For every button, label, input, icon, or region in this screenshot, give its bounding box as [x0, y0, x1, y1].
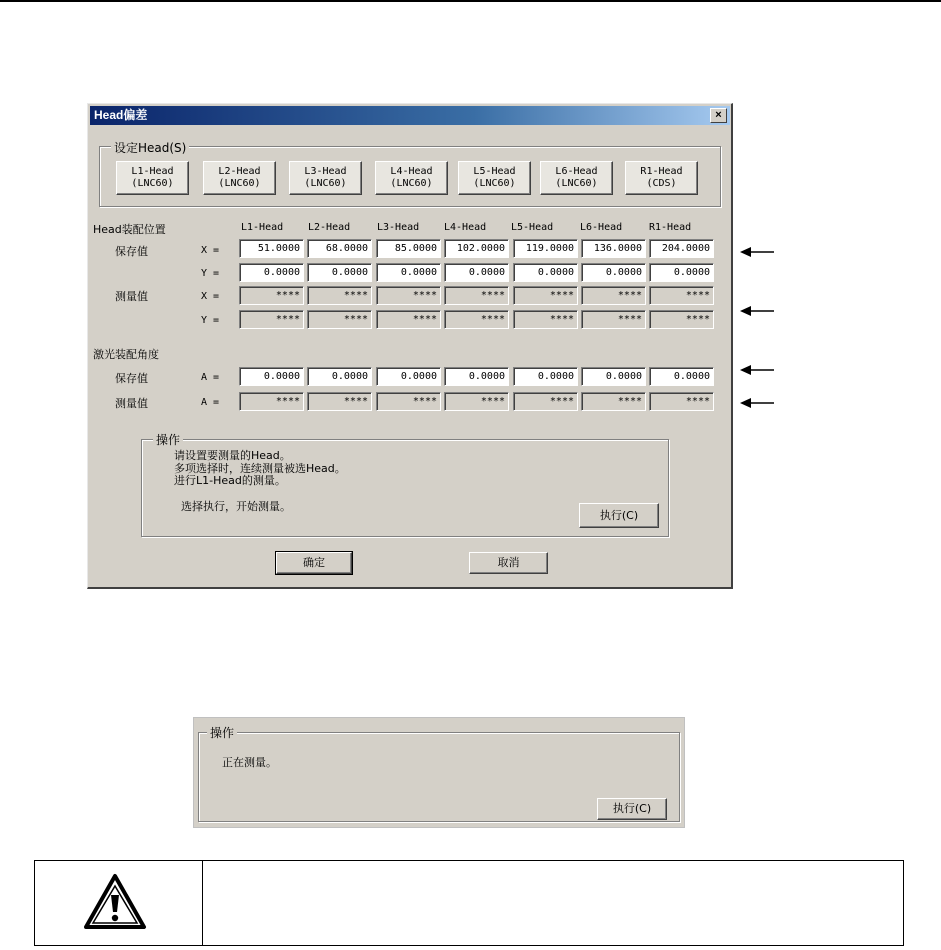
head-button-l2[interactable] — [203, 161, 276, 195]
operation-instruction: 多项选择时，连续测量被选Head。 — [174, 462, 346, 475]
saved-x-l2[interactable]: 68.0000 — [307, 239, 372, 258]
saved-a-l4[interactable]: 0.0000 — [444, 367, 509, 386]
head-button-type: (LNC60) — [473, 178, 516, 189]
set-head-group-label: 设定Head(S) — [111, 139, 189, 156]
saved-a-l2[interactable]: 0.0000 — [307, 367, 372, 386]
operation-group-label: 操作 — [153, 431, 183, 448]
cancel-button[interactable]: 取消 — [469, 552, 548, 574]
execute-button[interactable]: 执行(C) — [579, 503, 659, 528]
saved-y-r1[interactable]: 0.0000 — [649, 263, 714, 282]
ok-button[interactable]: 确定 — [276, 552, 352, 574]
measured-x-r1: **** — [649, 286, 714, 305]
measured-value-label: 测量值 — [115, 290, 148, 303]
measured-y-l1: **** — [239, 310, 304, 329]
measured-y-l2: **** — [307, 310, 372, 329]
y-label: Y = — [201, 268, 220, 279]
saved-x-l5[interactable]: 119.0000 — [513, 239, 578, 258]
caution-divider — [202, 861, 203, 945]
measured-a-r1: **** — [649, 392, 714, 411]
caution-table — [34, 860, 904, 946]
measured-a-l2: **** — [307, 392, 372, 411]
arrow-left-icon — [740, 395, 776, 411]
saved-y-l1[interactable]: 0.0000 — [239, 263, 304, 282]
column-header: R1-Head — [649, 222, 692, 233]
head-button-l1[interactable] — [116, 161, 189, 195]
arrow-left-icon — [740, 303, 776, 319]
head-button-l6[interactable] — [540, 161, 613, 195]
saved-a-l6[interactable]: 0.0000 — [581, 367, 646, 386]
measured-x-l6: **** — [581, 286, 646, 305]
head-button-l3[interactable] — [289, 161, 362, 195]
head-button-name: L2-Head — [218, 166, 261, 177]
operation-instruction: 选择执行，开始测量。 — [181, 500, 291, 513]
operation-group-label: 操作 — [207, 724, 237, 741]
measured-y-l4: **** — [444, 310, 509, 329]
title-bar[interactable] — [90, 106, 730, 125]
measured-a-l5: **** — [513, 392, 578, 411]
measured-x-l4: **** — [444, 286, 509, 305]
head-button-r1[interactable] — [625, 161, 698, 195]
arrow-left-icon — [740, 244, 776, 260]
laser-saved-label: 保存值 — [115, 372, 148, 385]
head-button-type: (LNC60) — [304, 178, 347, 189]
head-button-type: (LNC60) — [131, 178, 174, 189]
measured-x-l1: **** — [239, 286, 304, 305]
operation-instruction: 请设置要测量的Head。 — [174, 449, 291, 462]
measured-y-l6: **** — [581, 310, 646, 329]
head-button-name: L3-Head — [304, 166, 347, 177]
saved-a-l1[interactable]: 0.0000 — [239, 367, 304, 386]
saved-y-l4[interactable]: 0.0000 — [444, 263, 509, 282]
assembly-section-title: Head装配位置 — [93, 223, 166, 236]
measured-x-l5: **** — [513, 286, 578, 305]
measured-a-l6: **** — [581, 392, 646, 411]
head-button-name: L1-Head — [131, 166, 174, 177]
saved-x-r1[interactable]: 204.0000 — [649, 239, 714, 258]
operation-instruction: 进行L1-Head的测量。 — [174, 474, 286, 487]
head-button-l5[interactable] — [458, 161, 531, 195]
page-top-rule — [0, 0, 941, 2]
y-label: Y = — [201, 315, 220, 326]
head-button-name: L4-Head — [390, 166, 433, 177]
measured-y-l5: **** — [513, 310, 578, 329]
head-button-type: (LNC60) — [218, 178, 261, 189]
dialog-title: Head偏差 — [94, 108, 148, 122]
column-header: L1-Head — [241, 222, 284, 233]
measured-x-l3: **** — [376, 286, 441, 305]
saved-a-l5[interactable]: 0.0000 — [513, 367, 578, 386]
saved-x-l1[interactable]: 51.0000 — [239, 239, 304, 258]
saved-y-l5[interactable]: 0.0000 — [513, 263, 578, 282]
column-header: L3-Head — [377, 222, 420, 233]
a-label: A = — [201, 397, 220, 408]
head-button-name: L6-Head — [555, 166, 598, 177]
head-offset-dialog — [87, 103, 733, 589]
measured-a-l1: **** — [239, 392, 304, 411]
measured-a-l3: **** — [376, 392, 441, 411]
head-button-name: L5-Head — [473, 166, 516, 177]
head-button-l4[interactable] — [375, 161, 448, 195]
arrow-left-icon — [740, 362, 776, 378]
saved-x-l3[interactable]: 85.0000 — [376, 239, 441, 258]
column-header: L5-Head — [511, 222, 554, 233]
measured-y-r1: **** — [649, 310, 714, 329]
execute-button[interactable]: 执行(C) — [597, 798, 667, 820]
saved-y-l2[interactable]: 0.0000 — [307, 263, 372, 282]
laser-measured-label: 测量值 — [115, 397, 148, 410]
x-label: X = — [201, 245, 220, 256]
warning-icon — [83, 873, 147, 931]
column-header: L6-Head — [580, 222, 623, 233]
column-header: L2-Head — [308, 222, 351, 233]
saved-a-l3[interactable]: 0.0000 — [376, 367, 441, 386]
column-header: L4-Head — [444, 222, 487, 233]
measuring-status: 正在测量。 — [222, 756, 277, 769]
head-button-type: (CDS) — [646, 178, 677, 189]
a-label: A = — [201, 372, 220, 383]
operation-panel-measuring — [193, 717, 685, 828]
saved-value-label: 保存值 — [115, 245, 148, 258]
x-label: X = — [201, 291, 220, 302]
saved-x-l6[interactable]: 136.0000 — [581, 239, 646, 258]
saved-y-l6[interactable]: 0.0000 — [581, 263, 646, 282]
measured-x-l2: **** — [307, 286, 372, 305]
measured-a-l4: **** — [444, 392, 509, 411]
head-button-type: (LNC60) — [390, 178, 433, 189]
head-button-name: R1-Head — [640, 166, 683, 177]
measured-y-l3: **** — [376, 310, 441, 329]
head-button-type: (LNC60) — [555, 178, 598, 189]
close-icon[interactable]: × — [710, 108, 727, 123]
laser-section-title: 激光装配角度 — [93, 348, 159, 361]
saved-y-l3[interactable]: 0.0000 — [376, 263, 441, 282]
saved-x-l4[interactable]: 102.0000 — [444, 239, 509, 258]
saved-a-r1[interactable]: 0.0000 — [649, 367, 714, 386]
